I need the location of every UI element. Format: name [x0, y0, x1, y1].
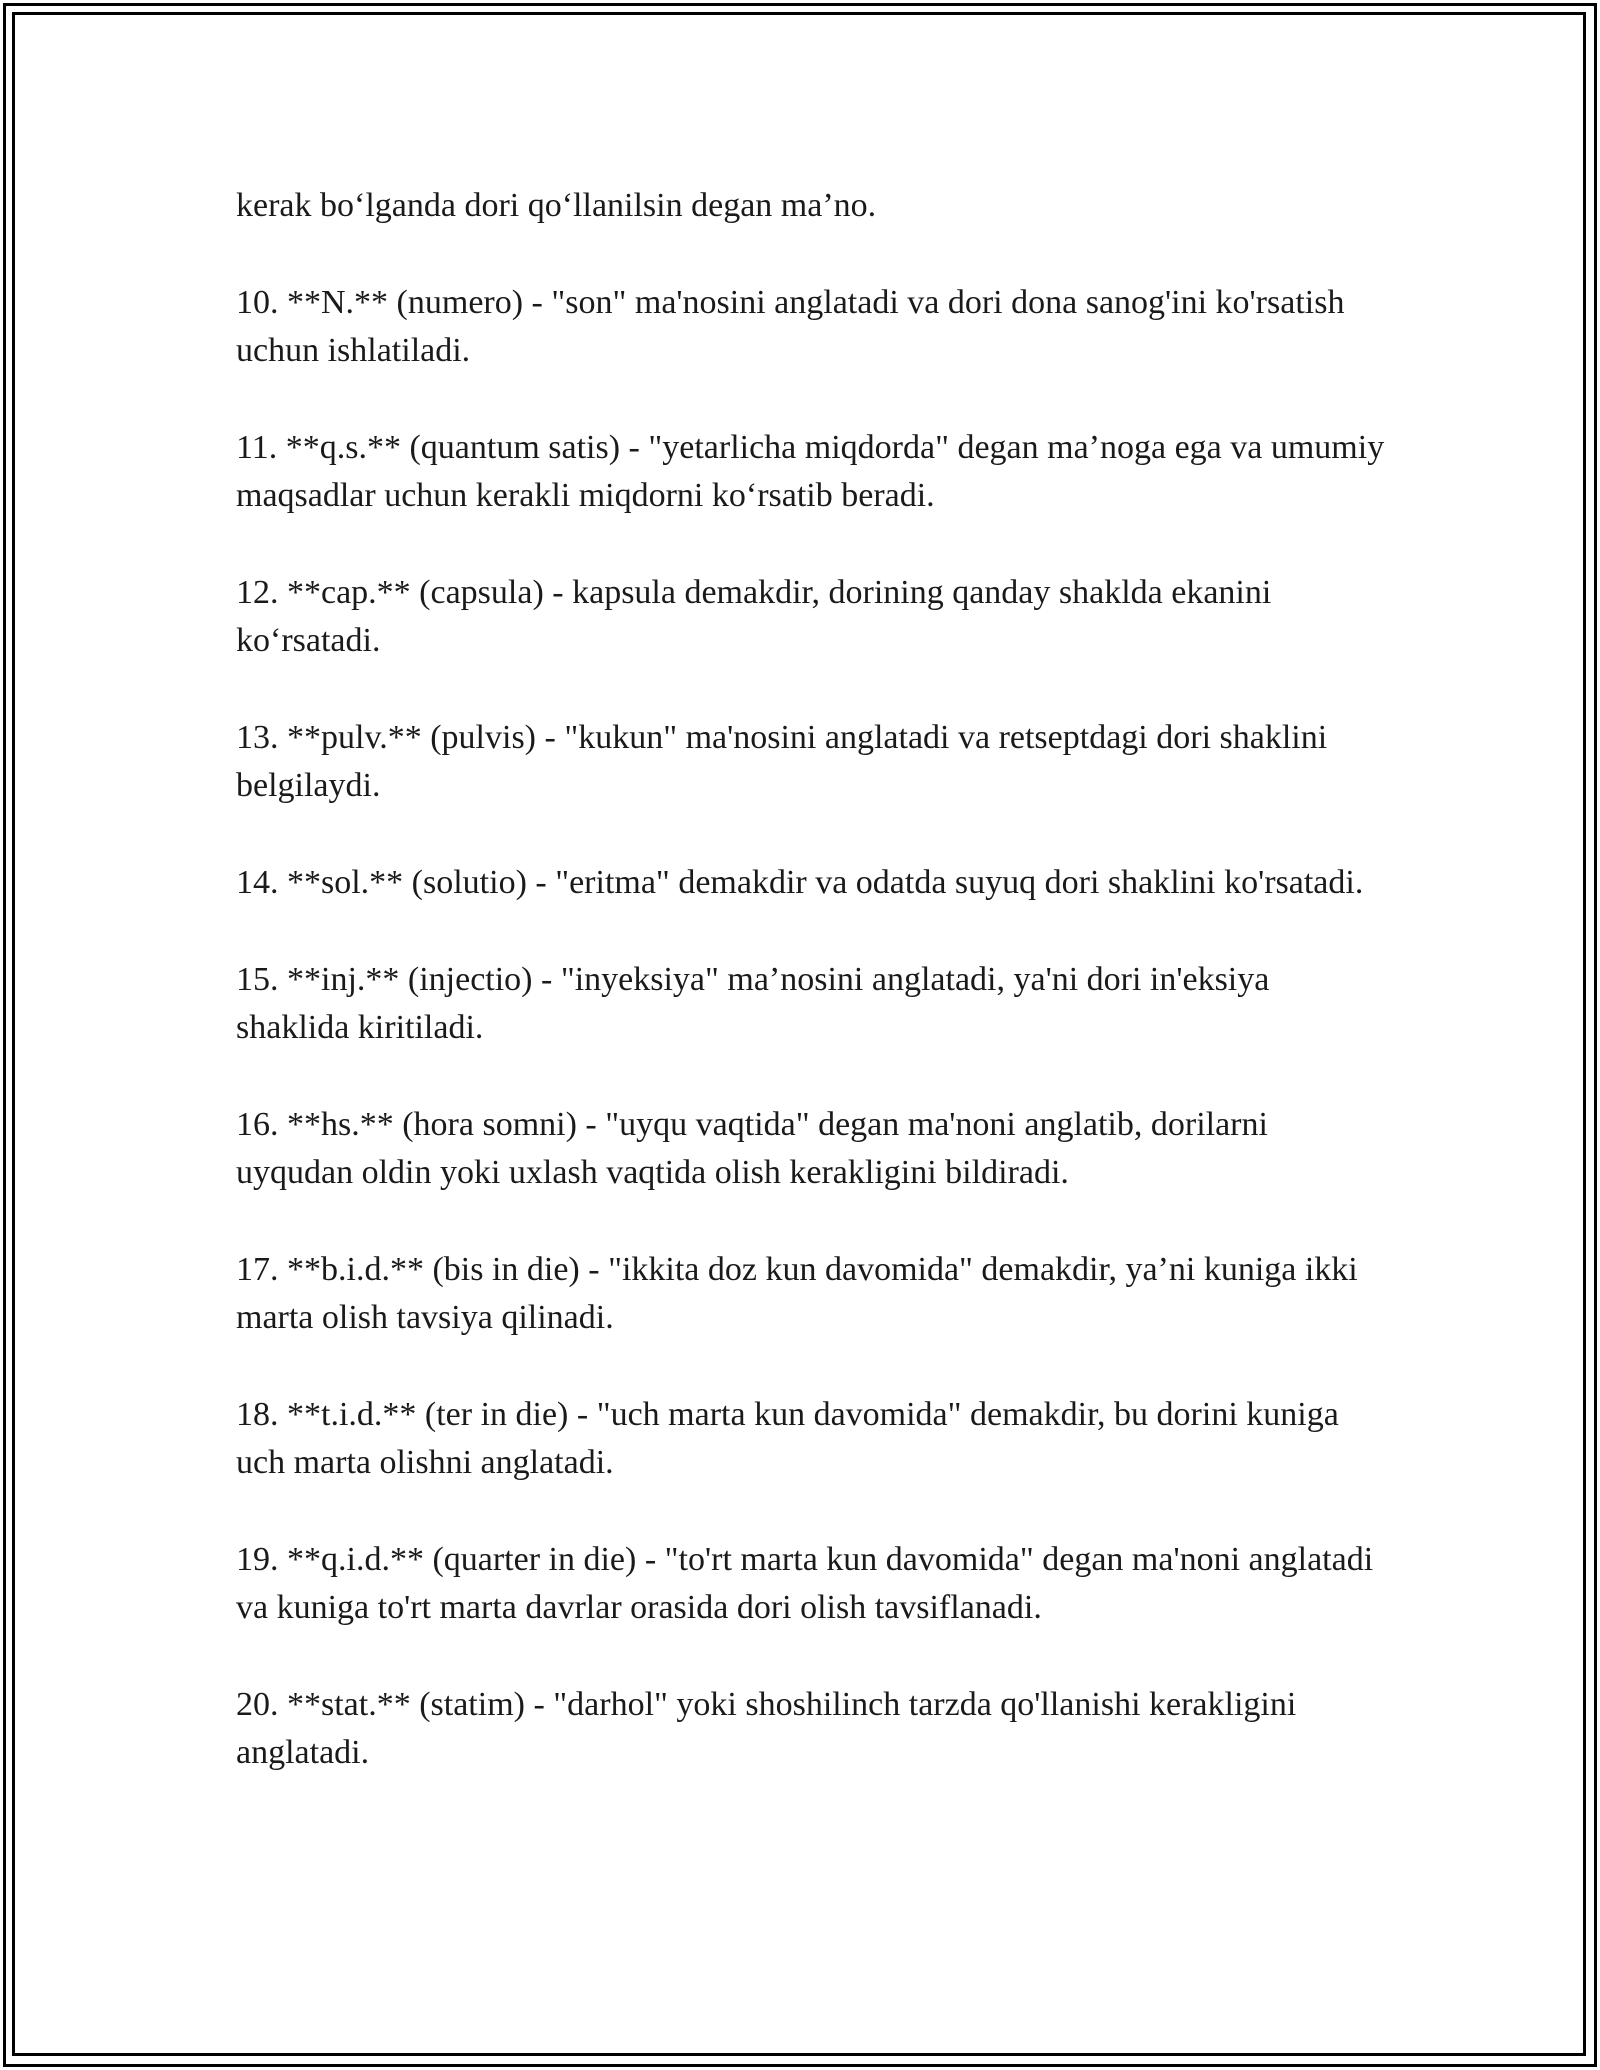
list-item-17: 17. **b.i.d.** (bis in die) - "ikkita doz kun davomida" demakdir, ya’ni kuniga ikki marta olish tavsiya qilinadi.: [236, 1251, 1358, 1336]
list-item-15: 15. **inj.** (injectio) - "inyeksiya" ma’nosini anglatadi, ya'ni dori in'eksiya shaklida kiritiladi.: [236, 961, 1270, 1046]
list-item-11: 11. **q.s.** (quantum satis) - "yetarlicha miqdorda" degan ma’noga ega va umumiy maqsadlar uchun kerakli miqdorni ko‘rsatib beradi.: [236, 429, 1385, 514]
list-item-18: 18. **t.i.d.** (ter in die) - "uch marta kun davomida" demakdir, bu dorini kuniga uch marta olishni anglatadi.: [236, 1396, 1339, 1481]
list-item-10: 10. **N.** (numero) - "son" ma'nosini anglatadi va dori dona sanog'ini ko'rsatish uchun ishlatiladi.: [236, 284, 1345, 369]
document-body: [236, 182, 1386, 1777]
list-item-12: 12. **cap.** (capsula) - kapsula demakdir, dorining qanday shaklda ekanini ko‘rsatadi.: [236, 574, 1272, 659]
list-item-13: 13. **pulv.** (pulvis) - "kukun" ma'nosini anglatadi va retseptdagi dori shaklini belgilaydi.: [236, 719, 1328, 804]
list-item-14: 14. **sol.** (solutio) - "eritma" demakdir va odatda suyuq dori shaklini ko'rsatadi.: [236, 864, 1364, 901]
list-item-20: 20. **stat.** (statim) - "darhol" yoki shoshilinch tarzda qo'llanishi kerakligini anglatadi.: [236, 1686, 1297, 1771]
list-item-16: 16. **hs.** (hora somni) - "uyqu vaqtida" degan ma'noni anglatib, dorilarni uyqudan oldin yoki uxlash vaqtida olish kerakligini bildiradi.: [236, 1106, 1268, 1191]
list-item-19: 19. **q.i.d.** (quarter in die) - "to'rt marta kun davomida" degan ma'noni anglatadi va kuniga to'rt marta davrlar orasida dori olish tavsiflanadi.: [236, 1541, 1374, 1626]
paragraph-continuation: kerak bo‘lganda dori qo‘llanilsin degan ma’no.: [236, 187, 877, 224]
